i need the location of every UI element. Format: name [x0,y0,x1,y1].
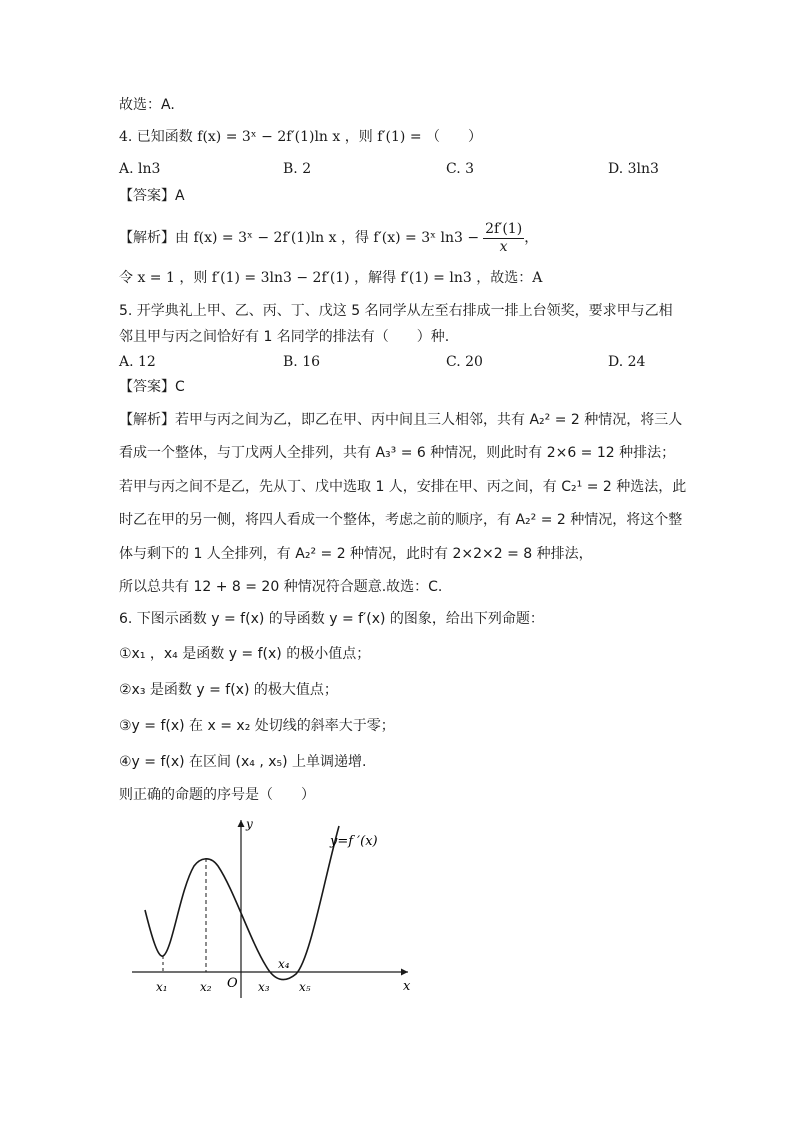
origin-label: O [227,976,238,991]
explanation-5-line2: 看成一个整体，与丁戊两人全排列，共有 A₃³ = 6 种情况，则此时有 2×6 = 12 种排法； [119,445,676,461]
proposition-3: ③y = f(x) 在 x = x₂ 处切线的斜率大于零； [119,718,395,734]
y-axis-label: y [246,817,253,831]
explanation-5-line3: 若甲与丙之间不是乙，先从丁、戊中选取 1 人，安排在甲、丙之间，有 C₂¹ = 2 种选法，此 [119,479,687,495]
x2-label: x₂ [200,980,212,994]
explanation-4-line2: 令 x = 1 ，则 f′(1) = 3ln3 − 2f′(1) ，解得 f′(1) = ln3 ，故选：A [119,270,543,286]
x3-label: x₃ [258,980,270,994]
q5-option-a: A. 12 [119,354,156,370]
answer-5: 【答案】C [119,379,185,395]
proposition-4: ④y = f(x) 在区间 (x₄ , x₅) 上单调递增. [119,754,367,770]
fraction [483,221,524,256]
answer-4: 【答案】A [119,188,185,204]
explanation-5-line4: 时乙在甲的另一侧，将四人看成一个整体，考虑之前的顺序，有 A₂² = 2 种情况，将这个整 [119,512,683,528]
x1-label: x₁ [156,980,168,994]
x4-label: x₄ [278,957,290,971]
question-5-line1: 5. 开学典礼上甲、乙、丙、丁、戊这 5 名同学从左至右排成一排上台领奖，要求甲与乙相 [119,303,673,319]
proposition-1: ①x₁ ，x₄ 是函数 y = f(x) 的极小值点； [119,646,371,662]
question-5-line2: 邻且甲与丙之间恰好有 1 名同学的排法有（ ）种. [119,329,450,345]
explanation-5-line5: 体与剩下的 1 人全排列，有 A₂² = 2 种情况，此时有 2×2×2 = 8 种排法， [119,546,593,562]
q4-option-c: C. 3 [446,161,475,177]
explanation-4-line1 [119,218,538,258]
q5-option-b: B. 16 [283,354,321,370]
q5-option-c: C. 20 [446,354,483,370]
x-axis-label: x [403,979,411,994]
q4-option-a: A. ln3 [119,161,161,177]
question-6-end: 则正确的命题的序号是（ ） [119,787,315,803]
fraction-numerator: 2f′(1) [485,220,523,237]
q4-option-b: B. 2 [283,161,312,177]
q4-option-d: D. 3ln3 [608,161,659,177]
explanation-5-line6: 所以总共有 12 + 8 = 20 种情况符合题意.故选：C. [119,579,443,595]
curve-label: y=f ′(x) [330,834,378,849]
proposition-2: ②x₃ 是函数 y = f(x) 的极大值点； [119,682,338,698]
explanation-4-text: 【解析】由 f(x) = 3ˣ − 2f′(1)ln x ，得 f′(x) = 3ˣ ln3 − [119,230,480,246]
q5-option-d: D. 24 [608,354,646,370]
fraction-denominator: x [499,238,508,255]
derivative-curve [145,826,339,980]
line-answer-prev: 故选：A. [119,97,175,113]
explanation-5-line1: 【解析】若甲与丙之间为乙，即乙在甲、丙中间且三人相邻，共有 A₂² = 2 种情况，将三人 [119,412,683,428]
question-6: 6. 下图示函数 y = f(x) 的导函数 y = f′(x) 的图象，给出下列命题： [119,611,544,627]
question-4: 4. 已知函数 f(x) = 3ˣ − 2f′(1)ln x ，则 f′(1) = （ ） [119,129,483,145]
explanation-4-comma: ， [524,230,539,246]
x5-label: x₅ [299,980,311,994]
